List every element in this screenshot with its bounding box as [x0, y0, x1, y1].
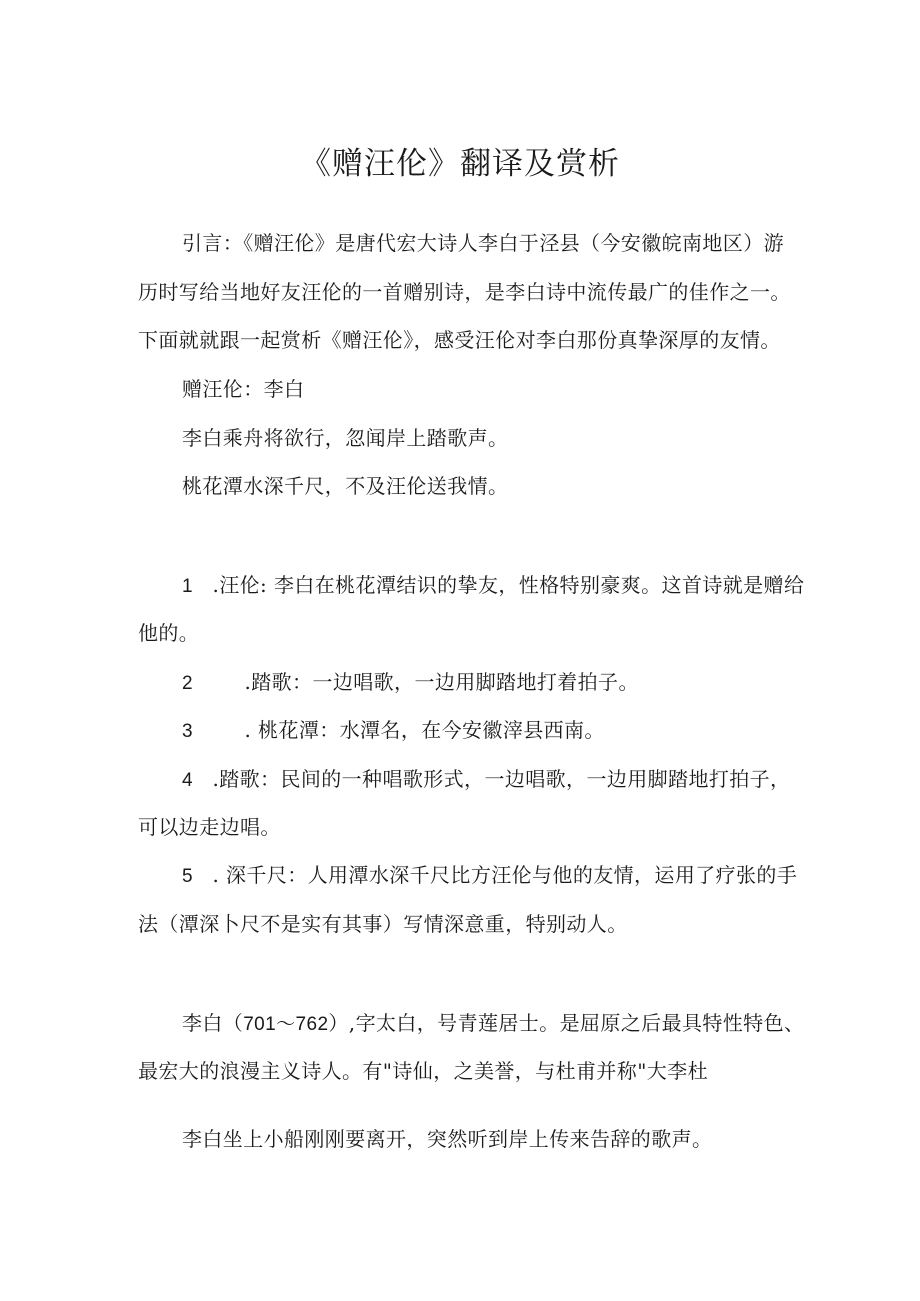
note-number: 1: [182, 576, 193, 597]
note-number: 5: [182, 866, 193, 887]
intro-line-2: 历时写给当地好友汪伦的一首赠别诗，是李白诗中流传最广的佳作之一。: [138, 280, 791, 304]
bio-line-1: [182, 1008, 804, 1040]
note-4: [182, 764, 790, 796]
note-text: . 桃花潭：水潭名，在今安徽滓县西南。: [244, 718, 605, 742]
document-title: 《赠汪伦》翻译及赏析: [300, 146, 620, 182]
bio-years: 701～762: [243, 1014, 329, 1035]
note-text: .汪伦: 李白在桃花潭结识的挚友，性格特别豪爽。这首诗就是赠给: [212, 573, 805, 597]
poem-heading: 赠汪伦：李白: [182, 377, 305, 401]
intro-line-1: 引言：《赠汪伦》是唐代宏大诗人李白于泾县（今安徽皖南地区）游: [182, 231, 784, 255]
note-1-continuation: 他的。: [138, 621, 200, 645]
note-number: 2: [182, 673, 193, 694]
note-text: .踏歌：民间的一种唱歌形式，一边唱歌，一边用脚踏地打拍子，: [212, 767, 791, 791]
translation-line: 李白坐上小船刚刚要离开，突然听到岸上传来告辞的歌声。: [182, 1127, 713, 1151]
intro-line-3: 下面就就跟一起赏析《赠汪伦》，感受汪伦对李白那份真挚深厚的友情。: [138, 328, 781, 352]
poem-verse-2: 桃花潭水深千尺，不及汪伦送我情。: [182, 474, 509, 498]
note-2: [182, 667, 639, 699]
bio-text: ）,字太白，号青莲居士。是屈原之后最具特性特色、: [328, 1011, 805, 1035]
note-5: [182, 860, 797, 892]
bio-text: 李白（: [182, 1011, 244, 1035]
note-3: [182, 715, 605, 747]
note-1: [182, 570, 804, 602]
note-text: . 深千尺：人用潭水深千尺比方汪伦与他的友情，运用了疗张的手: [212, 863, 798, 887]
note-4-continuation: 可以边走边唱。: [138, 815, 281, 839]
bio-line-2: 最宏大的浪漫主义诗人。有"诗仙，之美誉，与杜甫并称"大李杜: [138, 1059, 708, 1083]
poem-verse-1: 李白乘舟将欲行，忽闻岸上踏歌声。: [182, 426, 509, 450]
note-number: 3: [182, 721, 193, 742]
note-text: .踏歌：一边唱歌，一边用脚踏地打着拍子。: [244, 670, 639, 694]
note-5-continuation: 法（潭深卜尺不是实有其事）写情深意重，特别动人。: [138, 912, 628, 936]
note-number: 4: [182, 770, 193, 791]
